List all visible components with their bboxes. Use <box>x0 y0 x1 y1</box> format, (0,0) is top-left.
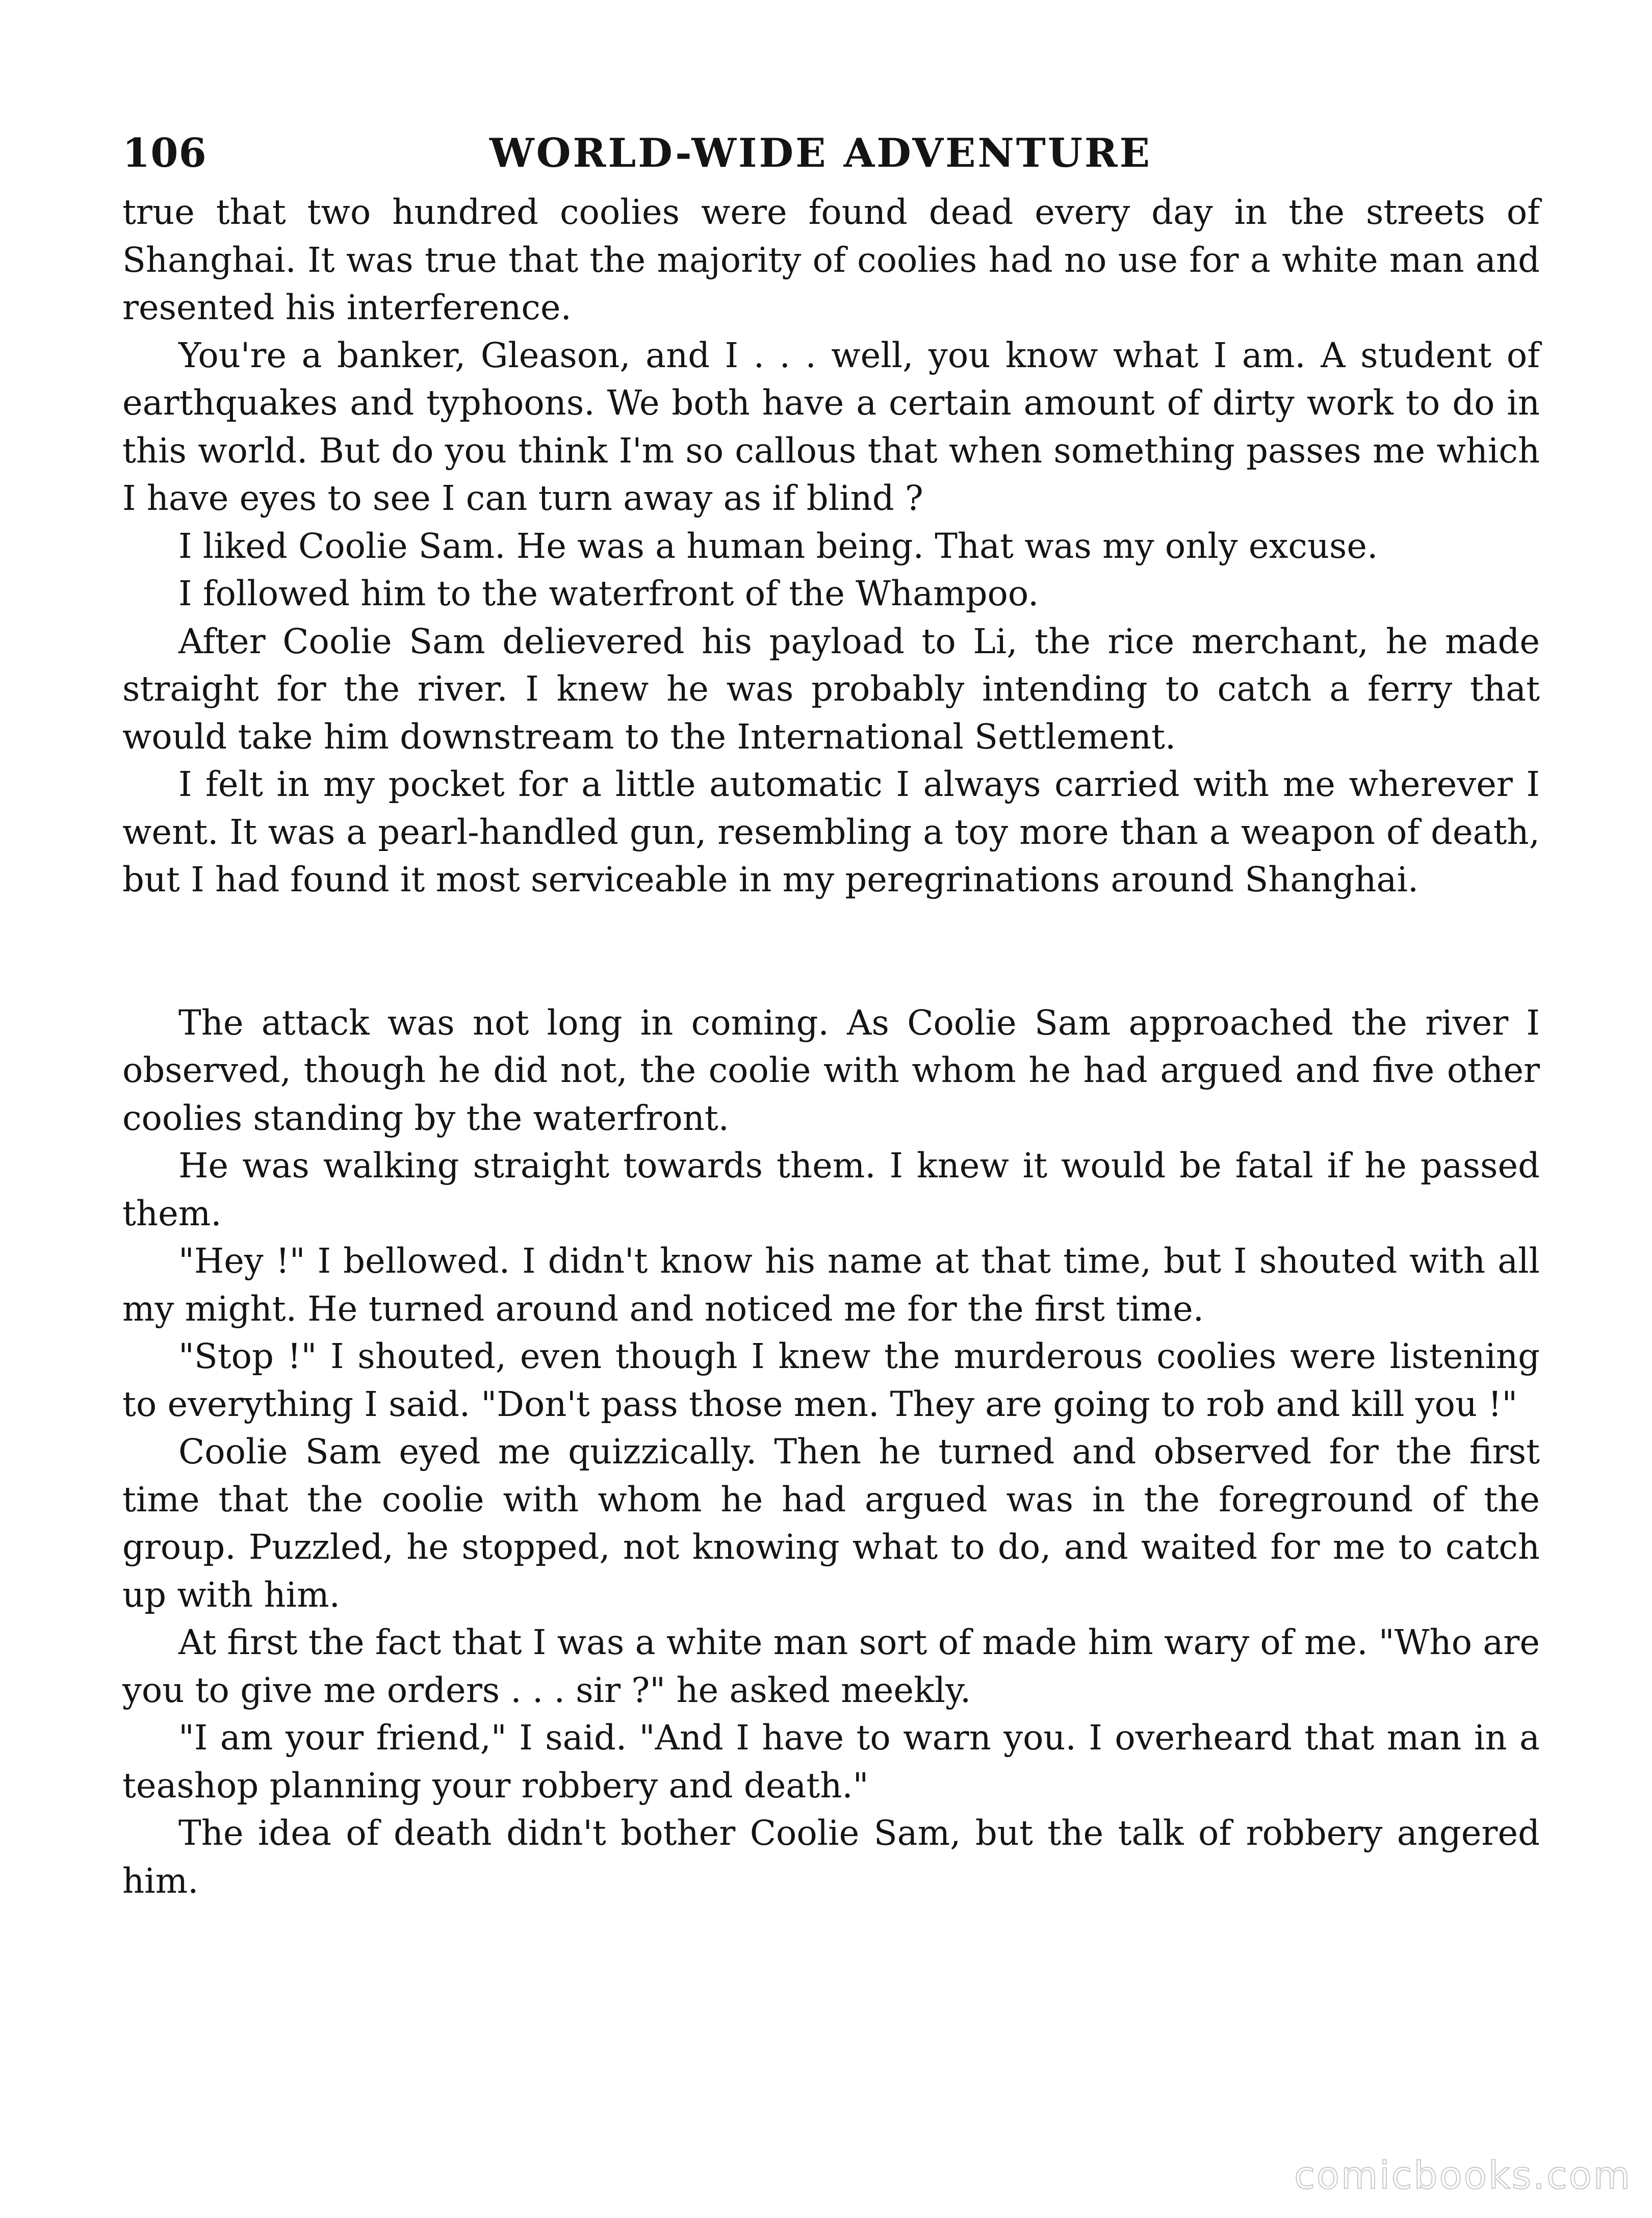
paragraph: At first the fact that I was a white man sort of made him wary of me. "Who are you to give me orders . . . sir ?" he asked meekly. <box>122 1622 1540 1710</box>
page-header <box>122 130 1540 186</box>
paragraph: true that two hundred coolies were found dead every day in the streets of Shanghai. It was true that the majority of coolies had no use for a white man and resented his interference. <box>122 192 1540 327</box>
running-head: WORLD-WIDE ADVENTURE <box>489 130 1152 176</box>
paragraph: I followed him to the waterfront of the Whampoo. <box>178 574 1039 613</box>
paragraph: The idea of death didn't bother Coolie Sam, but the talk of robbery angered him. <box>122 1813 1540 1901</box>
paragraph: The attack was not long in coming. As Coolie Sam approached the river I observed, though he did not, the coolie with whom he had argued and five other coolies standing by the waterfront. <box>122 1002 1540 1138</box>
paragraph: Coolie Sam eyed me quizzically. Then he turned and observed for the first time that the coolie with whom he had argued was in the foreground of the group. Puzzled, he stopped, not knowing what to do, and waited for me to catch up with him. <box>122 1432 1540 1615</box>
body-text <box>122 189 1540 1905</box>
paragraph: He was walking straight towards them. I knew it would be fatal if he passed them. <box>122 1146 1540 1233</box>
paragraph: After Coolie Sam delievered his payload to Li, the rice merchant, he made straight for the river. I knew he was probably intending to catch a ferry that would take him downstream to the International Settlement. <box>122 621 1540 757</box>
paragraph: I felt in my pocket for a little automatic I always carried with me wherever I went. It was a pearl-handled gun, resembling a toy more than a weapon of death, but I had found it most serviceable in my peregrinations around Shanghai. <box>122 764 1540 899</box>
page-number: 106 <box>122 130 207 176</box>
paragraph: "I am your friend," I said. "And I have to warn you. I overheard that man in a teashop planning your robbery and death." <box>122 1718 1540 1806</box>
paragraph: I liked Coolie Sam. He was a human being. That was my only excuse. <box>178 526 1378 566</box>
paragraph: "Hey !" I bellowed. I didn't know his name at that time, but I shouted with all my might. He turned around and noticed me for the first time. <box>122 1241 1540 1329</box>
paragraph: You're a banker, Gleason, and I . . . well, you know what I am. A student of earthquakes and typhoons. We both have a certain amount of dirty work to do in this world. But do you think I'm so callous that when something passes me which I have eyes to see I can turn away as if blind ? <box>122 335 1540 518</box>
site-watermark: comicbooks.com <box>1294 2154 1632 2198</box>
paragraph: "Stop !" I shouted, even though I knew the murderous coolies were listening to everything I said. "Don't pass those men. They are going to rob and kill you !" <box>122 1336 1540 1424</box>
